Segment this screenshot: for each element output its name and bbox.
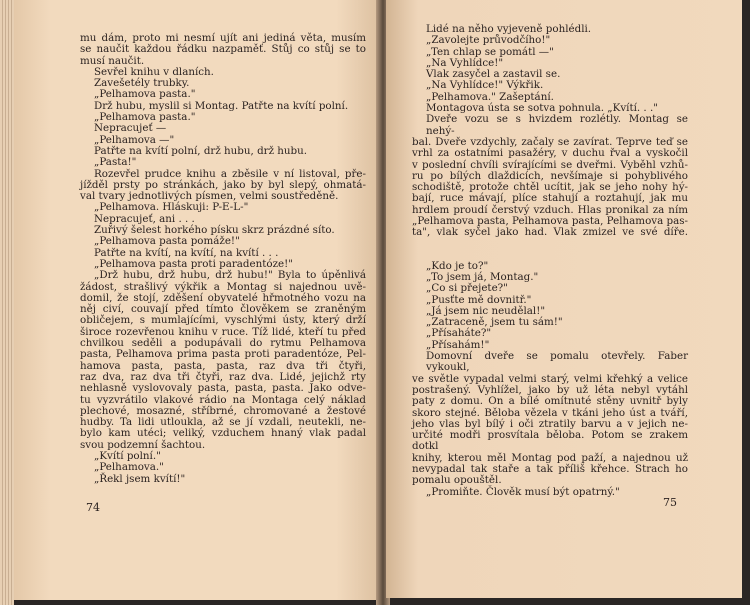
text-line: Vlak zasyčel a zastavil se. — [426, 68, 561, 81]
text-line: určité modři prosvítala běloba. Potom se zrakem dotkl — [412, 429, 688, 453]
text-line: Patřte na kvítí, na kvítí, na kvítí . . . — [94, 246, 279, 259]
text-line: domil, že stojí, zděšení obyvatelé hřmotného vozu na — [80, 291, 366, 304]
text-line: „Co si přejete?" — [426, 282, 508, 295]
text-line: „Pelhamova pasta." — [94, 88, 196, 101]
text-line: „Promiňte. Člověk musí být opatrný." — [426, 485, 620, 498]
text-line: ru po bílých dlaždicích, nevšímaje si pohyblivého — [412, 169, 688, 182]
text-line: „Ten chlap se pomátl —" — [426, 45, 554, 58]
text-line: hudby. Ta lidi utlouklа, až se jí vzdali, neutekli, ne- — [80, 416, 366, 429]
text-line: „Pelhamova pasta, Pelhamova pasta, Pelhamova pas- — [412, 215, 688, 228]
text-line: Nepracujeť — — [94, 122, 167, 135]
text-line: „Pelhamova pasta proti paradentóze!" — [94, 257, 293, 270]
text-line: „Drž hubu, drž hubu, drž hubu!" Byla to úpěnlivá — [94, 269, 366, 282]
text-line: Lidé na něho vyjeveně pohlédli. — [426, 23, 592, 35]
text-line: něj civí, couvají před tímto člověkem se zraněným — [80, 303, 366, 316]
text-line: knihy, kterou měl Montag pod paží, a najednou už — [412, 451, 688, 464]
text-line: „Na Vyhlídce!" — [426, 56, 504, 69]
text-line: ta", vlak syčel jako had. Vlak zmizel ve své díře. — [412, 226, 688, 239]
text-line: bal. Dveře vzdychly, začaly se zavírat. Teprve teď se — [412, 135, 688, 148]
text-line: „Pelhamova." — [94, 461, 164, 474]
page-edges — [0, 0, 14, 605]
left-page-text — [80, 33, 366, 485]
text-line: „Pelhamova." Zašeptání. — [426, 90, 554, 103]
text-line: nevypadal tak staře a tak příliš křehce. Strach ho — [412, 462, 688, 475]
text-line: ve světle vypadal velmi starý, velmi křehký a velice — [412, 372, 688, 385]
text-line: nehlasně vyslovovaly pasta, pasta, pasta. Jako odve- — [80, 382, 366, 395]
text-line: se naučit každou řádku nazpaměť. Stůj co stůj se to — [80, 43, 366, 56]
text-line: svou podzemní šachtou. — [80, 438, 206, 451]
text-line: „Přísahám!" — [426, 338, 490, 351]
text-line: „Kdo je to?" — [426, 259, 489, 272]
text-line: „Pelhamova. Hláskuji: P-E-L-" — [94, 201, 249, 214]
text-line: Nepracujeť, ani . . . — [94, 212, 195, 225]
text-line: hamova pasta, pasta, pasta, raz dva tři čtyři, — [80, 359, 366, 372]
text-line: „Na Vyhlídce!" Výkřik. — [426, 79, 544, 92]
text-line: „Kvítí polní." — [94, 449, 161, 462]
text-line: „Já jsem nic neudělal!" — [426, 304, 546, 317]
text-line: Montagova ústa se sotva pohnula. „Kvítí. . ." — [426, 102, 658, 115]
text-line: plechové, mosazné, stříbrné, chromované a žestové — [80, 404, 366, 417]
text-line: Sevřel knihu v dlaních. — [94, 65, 214, 78]
text-line: žádost, strašlivý výkřik a Montag si najednou uvě- — [80, 280, 366, 293]
text-line: hrdlem proudí čerstvý vzduch. Hlas pronikal za ním — [412, 203, 688, 216]
text-line: „To jsem já, Montag." — [426, 270, 539, 283]
text-line: „Pusťte mě dovnitř." — [426, 293, 532, 306]
text-line — [412, 239, 688, 261]
text-line: chvilkou seděli a podupávali do rytmu Pelhamova — [80, 337, 366, 350]
text-line: postrašený. Vyhlížel, jako by už léta nebyl vytáhl — [412, 383, 688, 396]
text-line: Zuřivý šelest horkého písku skrz prázdné síto. — [94, 224, 335, 237]
text-line: schodiště, protože chtěl ucítit, jak se jeho nohy hý- — [412, 181, 688, 194]
page-number-right: 75 — [663, 496, 677, 509]
text-line: „Zatraceně, jsem tu sám!" — [426, 316, 563, 329]
text-line: „Zavolejte průvodčího!" — [426, 34, 551, 47]
text-line: tu vyzvrátilo vlakové rádio na Montaga celý náklad — [80, 393, 366, 406]
text-line: „Pasta!" — [94, 156, 137, 169]
text-line: obličejem, s mumlajícími, vyschlými ústy, který drží — [80, 314, 366, 327]
text-line: „Řekl jsem kvítí!" — [94, 472, 186, 485]
text-line: Drž hubu, myslil si Montag. Patřte na kvítí polní. — [94, 99, 349, 112]
text-line: jížděl prsty po stránkách, jako by byl slepý, ohmatá- — [80, 178, 366, 191]
text-line: mu dám, proto mi nesmí ujít ani jediná věta, musím — [80, 32, 366, 44]
text-line: „Pelhamova pasta pomáže!" — [94, 235, 240, 248]
text-line: „Pelhamova pasta." — [94, 111, 196, 124]
text-line: „Přísaháte?" — [426, 327, 492, 340]
text-line: paty z domu. On a bílé omítnuté stěny uvnitř byly — [412, 395, 688, 408]
text-line: Patřte na kvítí polní, drž hubu, drž hubu. — [94, 144, 308, 157]
text-line: jeho vlas byl bílý i oči ztratily barvu a v jejich ne- — [412, 417, 688, 430]
text-line: vrhl za ostatními pasažéry, v duchu řval a vyskočil — [412, 147, 688, 160]
text-line: Zavešetély trubky. — [94, 77, 190, 90]
text-line: pomalu opouštěl. — [412, 474, 502, 487]
text-line: „Pelhamova —" — [94, 133, 175, 146]
right-page-text — [412, 24, 688, 498]
text-line: Domovní dveře se pomalu otevřely. Faber vykoukl, — [426, 350, 688, 374]
page-number-left: 74 — [86, 501, 100, 514]
text-line: široce rozevřenou knihu v ruce. Tíž lidé, kteří tu před — [80, 325, 366, 338]
text-line: v poslední chvíli svírajícími se dveřmi. Vyběhl vzhů- — [412, 158, 688, 171]
text-line: val tvary jednotlivých písmen, velmi soustředěně. — [80, 190, 339, 203]
text-line: Dveře vozu se s hvizdem rozlétly. Montag se nehý- — [426, 113, 688, 137]
text-line: pasta, Pelhamova prima pasta proti paradentóze, Pel- — [80, 348, 366, 361]
text-line: musí naučit. — [80, 54, 145, 67]
text-line: skoro stejné. Běloba vězela v tkáni jeho úst a tváří, — [412, 406, 688, 419]
text-line: raz dva, raz dva tři čtyři, raz dva. Lidé, jejichž rty — [80, 370, 366, 383]
text-line: bylo kam utéci; veliký, vzduchem hnaný vlak padal — [80, 427, 366, 440]
text-line: bají, ruce mávají, plíce stahují a roztahují, jak mu — [412, 192, 688, 205]
text-line: Rozevřel prudce knihu a zběsile v ní listoval, pře- — [94, 167, 366, 180]
